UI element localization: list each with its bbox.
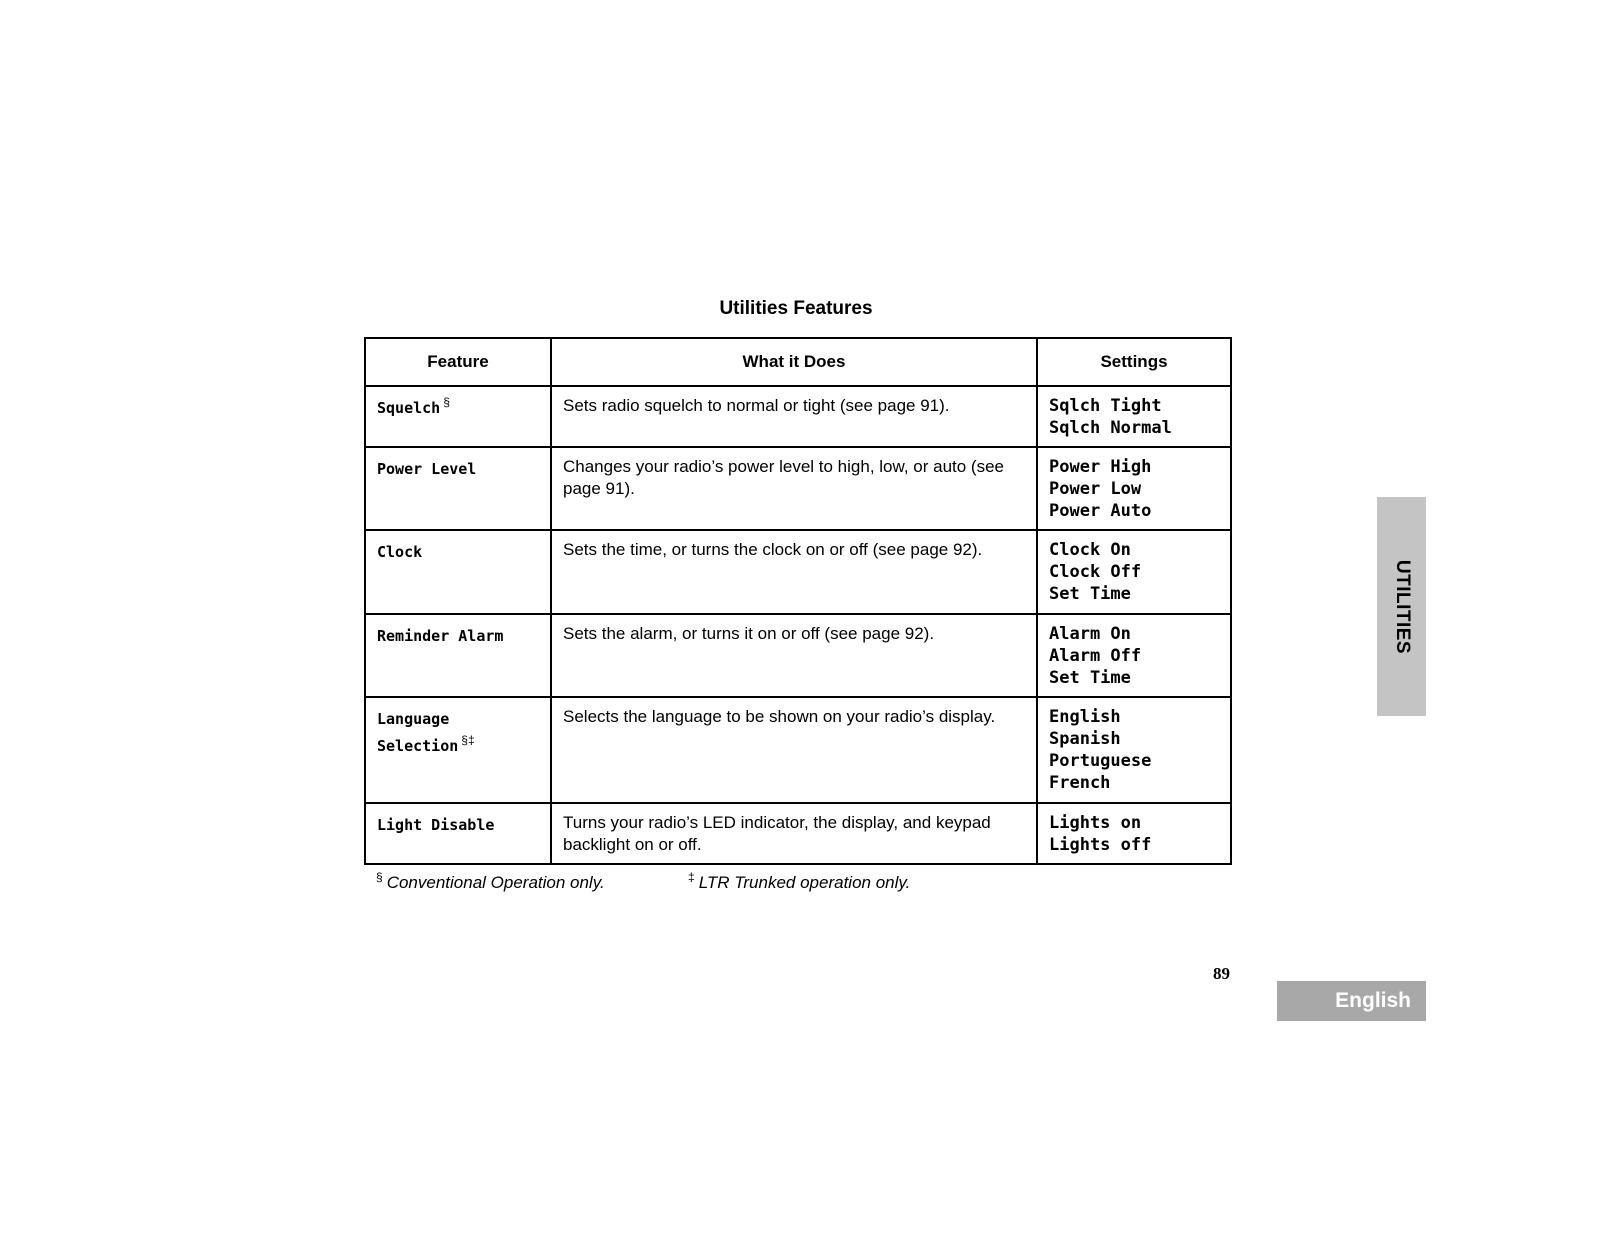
side-tab-label: UTILITIES	[1391, 559, 1413, 654]
table-row	[365, 530, 1231, 614]
settings-cell	[1037, 614, 1231, 697]
feature-name: Reminder Alarm	[377, 627, 504, 645]
feature-cell	[365, 803, 551, 864]
feature-cell	[365, 530, 551, 614]
footnote-text: Conventional Operation only.	[386, 873, 605, 892]
setting-value: Lights on	[1049, 813, 1142, 833]
settings-cell	[1037, 803, 1231, 864]
feature-name: Squelch	[377, 399, 441, 417]
setting-value: Portuguese	[1049, 751, 1152, 771]
feature-name: Light Disable	[377, 816, 495, 834]
setting-value: Power High	[1049, 457, 1152, 477]
feature-cell	[365, 697, 551, 803]
setting-value: Sqlch Tight	[1049, 396, 1162, 416]
setting-value: Power Auto	[1049, 501, 1152, 521]
setting-value: Lights off	[1049, 835, 1152, 855]
feature-cell	[365, 614, 551, 697]
setting-value: Clock Off	[1049, 562, 1142, 582]
header-what-it-does: What it Does	[551, 338, 1037, 386]
description-cell: Turns your radio’s LED indicator, the display, and keypad backlight on or off.	[551, 803, 1037, 864]
page-title: Utilities Features	[719, 298, 873, 319]
setting-value: French	[1049, 773, 1111, 793]
section-side-tab	[1377, 497, 1426, 716]
feature-cell	[365, 386, 551, 447]
setting-value: English	[1049, 707, 1121, 727]
description-cell: Sets the time, or turns the clock on or off (see page 92).	[551, 530, 1037, 614]
setting-value: Spanish	[1049, 729, 1121, 749]
setting-value: Power Low	[1049, 479, 1142, 499]
footnote-ltr	[688, 870, 911, 893]
settings-cell	[1037, 386, 1231, 447]
feature-name: Power Level	[377, 460, 477, 478]
feature-name: Language Selection	[377, 710, 459, 755]
features-table	[364, 337, 1232, 865]
header-feature: Feature	[365, 338, 551, 386]
table-row	[365, 386, 1231, 447]
setting-value: Clock On	[1049, 540, 1131, 560]
settings-cell	[1037, 530, 1231, 614]
description-cell: Sets the alarm, or turns it on or off (see page 92).	[551, 614, 1037, 697]
feature-cell	[365, 447, 551, 530]
table-row	[365, 697, 1231, 803]
feature-name: Clock	[377, 543, 423, 561]
description-cell: Sets radio squelch to normal or tight (see page 91).	[551, 386, 1037, 447]
footnote-text: LTR Trunked operation only.	[698, 873, 911, 892]
table-header-row	[365, 338, 1231, 386]
setting-value: Alarm Off	[1049, 646, 1142, 666]
setting-value: Alarm On	[1049, 624, 1131, 644]
setting-value: Set Time	[1049, 584, 1131, 604]
table-row	[365, 803, 1231, 864]
description-cell: Changes your radio’s power level to high, low, or auto (see page 91).	[551, 447, 1037, 530]
language-tab: English	[1277, 981, 1426, 1021]
settings-cell	[1037, 697, 1231, 803]
footnote-mark: §	[443, 395, 450, 409]
description-cell: Selects the language to be shown on your radio’s display.	[551, 697, 1037, 803]
table-row	[365, 614, 1231, 697]
table-row	[365, 447, 1231, 530]
settings-cell	[1037, 447, 1231, 530]
footnote-conventional	[376, 870, 605, 893]
setting-value: Sqlch Normal	[1049, 418, 1172, 438]
footnote-symbol: ‡	[688, 870, 695, 884]
page-number: 89	[1213, 964, 1230, 983]
footnote-mark: §‡	[461, 733, 475, 747]
setting-value: Set Time	[1049, 668, 1131, 688]
footnote-symbol: §	[376, 870, 383, 884]
header-settings: Settings	[1037, 338, 1231, 386]
